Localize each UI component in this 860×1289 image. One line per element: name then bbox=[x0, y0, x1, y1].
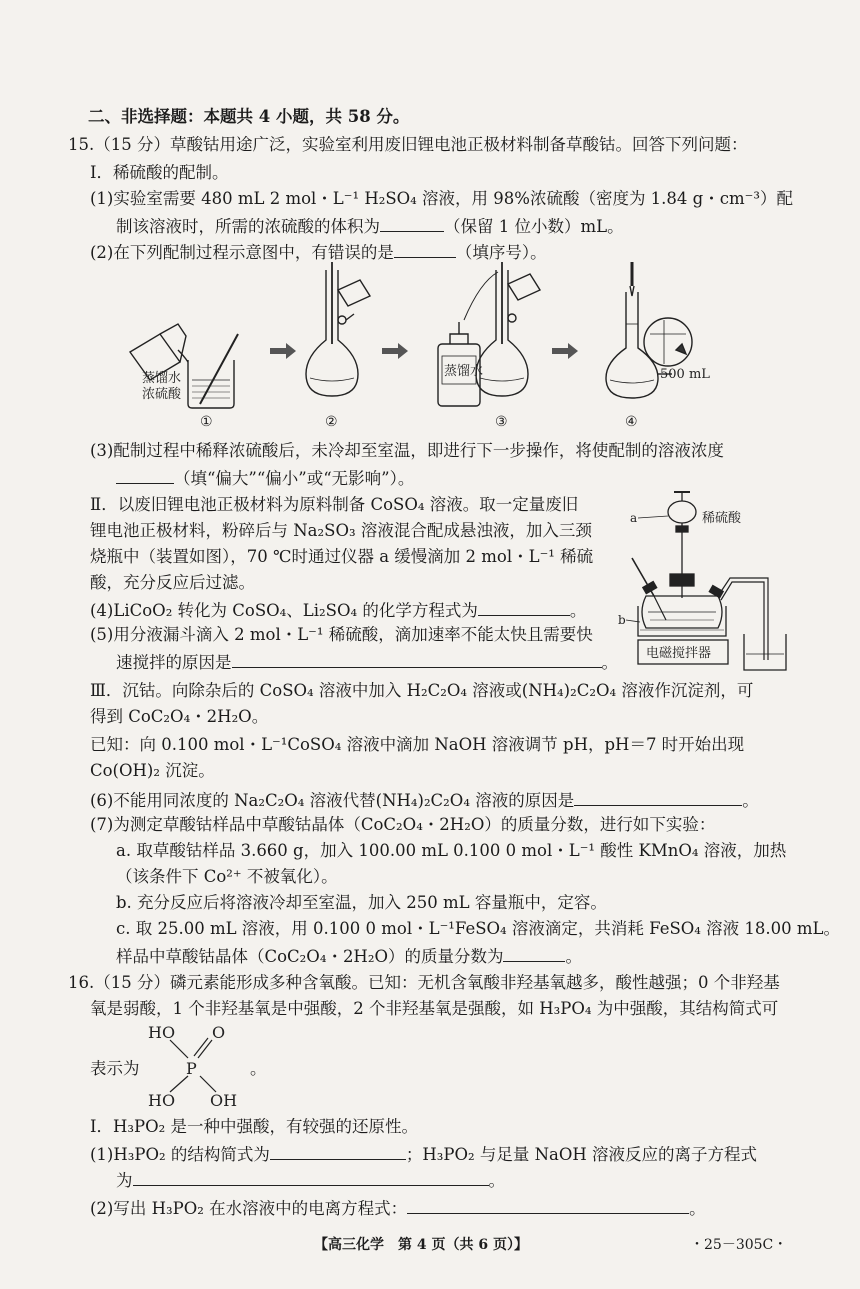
q15-q7a-line2: （该条件下 Co²⁺ 不被氧化）。 bbox=[116, 867, 338, 886]
answer-blank-q16-1b[interactable] bbox=[133, 1168, 489, 1186]
step-label-1: ① bbox=[200, 414, 213, 430]
answer-blank-q16-2[interactable] bbox=[407, 1196, 689, 1214]
q15-q1-text-a: 制该溶液时，所需的浓硫酸的体积为 bbox=[116, 217, 380, 236]
q15-q6-text: (6)不能用同浓度的 Na₂C₂O₄ 溶液代替(NH₄)₂C₂O₄ 溶液的原因是 bbox=[90, 791, 575, 810]
label-dilute-acid: 稀硫酸 bbox=[702, 511, 742, 526]
answer-blank-q15-7[interactable] bbox=[503, 944, 565, 962]
q15-q1-line2 bbox=[116, 214, 624, 238]
answer-blank-q15-1[interactable] bbox=[380, 214, 444, 232]
q15-part3-line1: Ⅲ．沉钴。向除杂后的 CoSO₄ 溶液中加入 H₂C₂O₄ 溶液或(NH₄)₂C₂O₄ 溶液作沉淀剂，可 bbox=[90, 681, 754, 700]
q16-q1 bbox=[90, 1142, 757, 1166]
q16-struct-lead: 表示为 bbox=[90, 1059, 140, 1078]
answer-blank-q15-5[interactable] bbox=[232, 650, 602, 668]
q15-part2-line2: 锂电池正极材料，粉碎后与 Na₂SO₃ 溶液混合配成悬浊液，加入三颈 bbox=[90, 521, 592, 540]
answer-blank-q15-6[interactable] bbox=[574, 788, 742, 806]
step-label-2: ② bbox=[325, 414, 338, 430]
q15-q7a-line1: a. 取草酸钴样品 3.660 g，加入 100.00 mL 0.100 0 mol・L⁻¹ 酸性 KMnO₄ 溶液，加热 bbox=[116, 841, 787, 860]
q15-q2-text-b: （填序号）。 bbox=[455, 243, 547, 262]
arrow-1 bbox=[270, 343, 296, 359]
label-conc-acid: 浓硫酸 bbox=[142, 387, 182, 402]
q15-q3-line1: (3)配制过程中稀释浓硫酸后，未冷却至室温，即进行下一步操作，将使配制的溶液浓度 bbox=[90, 441, 724, 460]
answer-blank-q15-4[interactable] bbox=[478, 598, 570, 616]
preparation-process-figure bbox=[120, 262, 710, 432]
q15-q2 bbox=[90, 240, 547, 264]
step2-diagram bbox=[306, 262, 370, 396]
q15-q1-text-b: （保留 1 位小数）mL。 bbox=[444, 217, 624, 236]
q15-q4: (4)LiCoO₂ 转化为 CoSO₄、Li₂SO₄ 的化学方程式为 。 bbox=[90, 598, 586, 622]
q15-q6: (6)不能用同浓度的 Na₂C₂O₄ 溶液代替(NH₄)₂C₂O₄ 溶液的原因是 。 bbox=[90, 788, 759, 812]
step-label-3: ③ bbox=[495, 414, 508, 430]
q15-q2-text-a: (2)在下列配制过程示意图中，有错误的是 bbox=[90, 243, 394, 262]
label-wash-bottle: 蒸馏水 bbox=[444, 364, 484, 379]
q16-struct-period: 。 bbox=[250, 1059, 267, 1078]
q15-intro: 15.（15 分）草酸钴用途广泛，实验室利用废旧锂电池正极材料制备草酸钴。回答下列问题： bbox=[68, 135, 748, 154]
q15-q4-text: (4)LiCoO₂ 转化为 CoSO₄、Li₂SO₄ 的化学方程式为 bbox=[90, 601, 478, 620]
q15-q3-line2 bbox=[116, 466, 414, 490]
q16-q1-text-a: (1)H₃PO₂ 的结构简式为 bbox=[90, 1145, 270, 1164]
q15-q7: (7)为测定草酸钴样品中草酸钴晶体（CoC₂O₄・2H₂O）的质量分数，进行如下实验： bbox=[90, 815, 716, 834]
q15-q5-text: 速搅拌的原因是 bbox=[116, 653, 232, 672]
label-500ml: 500 mL bbox=[660, 367, 710, 382]
step-label-4: ④ bbox=[625, 414, 638, 430]
atom-o-top: O bbox=[212, 1023, 226, 1042]
q16-q2-text: (2)写出 H₃PO₂ 在水溶液中的电离方程式： bbox=[90, 1199, 408, 1218]
q16-q1-text-b: ；H₃PO₂ 与足量 NaOH 溶液反应的离子方程式 bbox=[405, 1145, 758, 1164]
label-a: a bbox=[630, 511, 638, 525]
q16-q1-text-c: 为 bbox=[116, 1171, 133, 1190]
footer-code: ・25－305C・ bbox=[690, 1237, 788, 1253]
label-magnetic-stirrer: 电磁搅拌器 bbox=[646, 646, 712, 661]
q16-part1-title: Ⅰ．H₃PO₂ 是一种中强酸，有较强的还原性。 bbox=[90, 1117, 419, 1136]
q15-q3-text: （填“偏大”“偏小”或“无影响”）。 bbox=[174, 469, 415, 488]
q15-part2-line4: 酸，充分反应后过滤。 bbox=[90, 573, 255, 592]
atom-ho-bottom: HO bbox=[148, 1091, 176, 1110]
q15-q7c: c. 取 25.00 mL 溶液，用 0.100 0 mol・L⁻¹FeSO₄ 溶液滴定，共消耗 FeSO₄ 溶液 18.00 mL。 bbox=[116, 919, 840, 938]
q15-q7b: b. 充分反应后将溶液冷却至室温，加入 250 mL 容量瓶中，定容。 bbox=[116, 893, 607, 912]
q15-known-line1: 已知：向 0.100 mol・L⁻¹CoSO₄ 溶液中滴加 NaOH 溶液调节 pH，pH＝7 时开始出现 bbox=[90, 735, 745, 754]
q15-part2-line1: Ⅱ．以废旧锂电池正极材料为原料制备 CoSO₄ 溶液。取一定量废旧 bbox=[90, 495, 579, 514]
atom-oh-bottom: OH bbox=[210, 1091, 238, 1110]
q15-q7-end-text: 样品中草酸钴晶体（CoC₂O₄・2H₂O）的质量分数为 bbox=[116, 947, 504, 966]
q16-q2: (2)写出 H₃PO₂ 在水溶液中的电离方程式： 。 bbox=[90, 1196, 706, 1220]
answer-blank-q15-3[interactable] bbox=[116, 466, 174, 484]
q16-line2: 氧是弱酸，1 个非羟基氧是中强酸，2 个非羟基氧是强酸，如 H₃PO₄ 为中强酸，其结构简式可 bbox=[90, 999, 779, 1018]
arrow-3 bbox=[552, 343, 578, 359]
label-distilled-water: 蒸馏水 bbox=[142, 371, 182, 386]
q16-line1: 16.（15 分）磷元素能形成多种含氧酸。已知：无机含氧酸非羟基氧越多，酸性越强；0 个非羟基 bbox=[68, 973, 780, 992]
q15-part2-line3: 烧瓶中（装置如图），70 ℃时通过仪器 a 缓慢滴加 2 mol・L⁻¹ 稀硫 bbox=[90, 547, 594, 566]
q15-known-line2: Co(OH)₂ 沉淀。 bbox=[90, 761, 215, 780]
step3-diagram bbox=[438, 262, 540, 406]
label-b: b bbox=[618, 613, 626, 627]
q16-q1-line2: 为 。 bbox=[116, 1168, 505, 1192]
q15-q1-line1: (1)实验室需要 480 mL 2 mol・L⁻¹ H₂SO₄ 溶液，用 98%浓硫酸（密度为 1.84 g・cm⁻³）配 bbox=[90, 189, 793, 208]
q15-q5-line2: 速搅拌的原因是 。 bbox=[116, 650, 618, 674]
q15-q7-end: 样品中草酸钴晶体（CoC₂O₄・2H₂O）的质量分数为 。 bbox=[116, 944, 582, 968]
q15-part3-line2: 得到 CoC₂O₄・2H₂O。 bbox=[90, 707, 269, 726]
atom-ho-top: HO bbox=[148, 1023, 176, 1042]
footer-page-info: 【高三化学 第 4 页（共 6 页）】 bbox=[314, 1237, 528, 1253]
arrow-2 bbox=[382, 343, 408, 359]
section-title: 二、非选择题：本题共 4 小题，共 58 分。 bbox=[88, 107, 410, 126]
answer-blank-q15-2[interactable] bbox=[394, 240, 456, 258]
q15-part1-title: Ⅰ．稀硫酸的配制。 bbox=[90, 163, 229, 182]
answer-blank-q16-1a[interactable] bbox=[270, 1142, 406, 1160]
apparatus-figure bbox=[618, 488, 790, 678]
q15-q5-line1: (5)用分液漏斗滴入 2 mol・L⁻¹ 稀硫酸，滴加速率不能太快且需要快 bbox=[90, 625, 593, 644]
atom-p: P bbox=[186, 1059, 197, 1078]
